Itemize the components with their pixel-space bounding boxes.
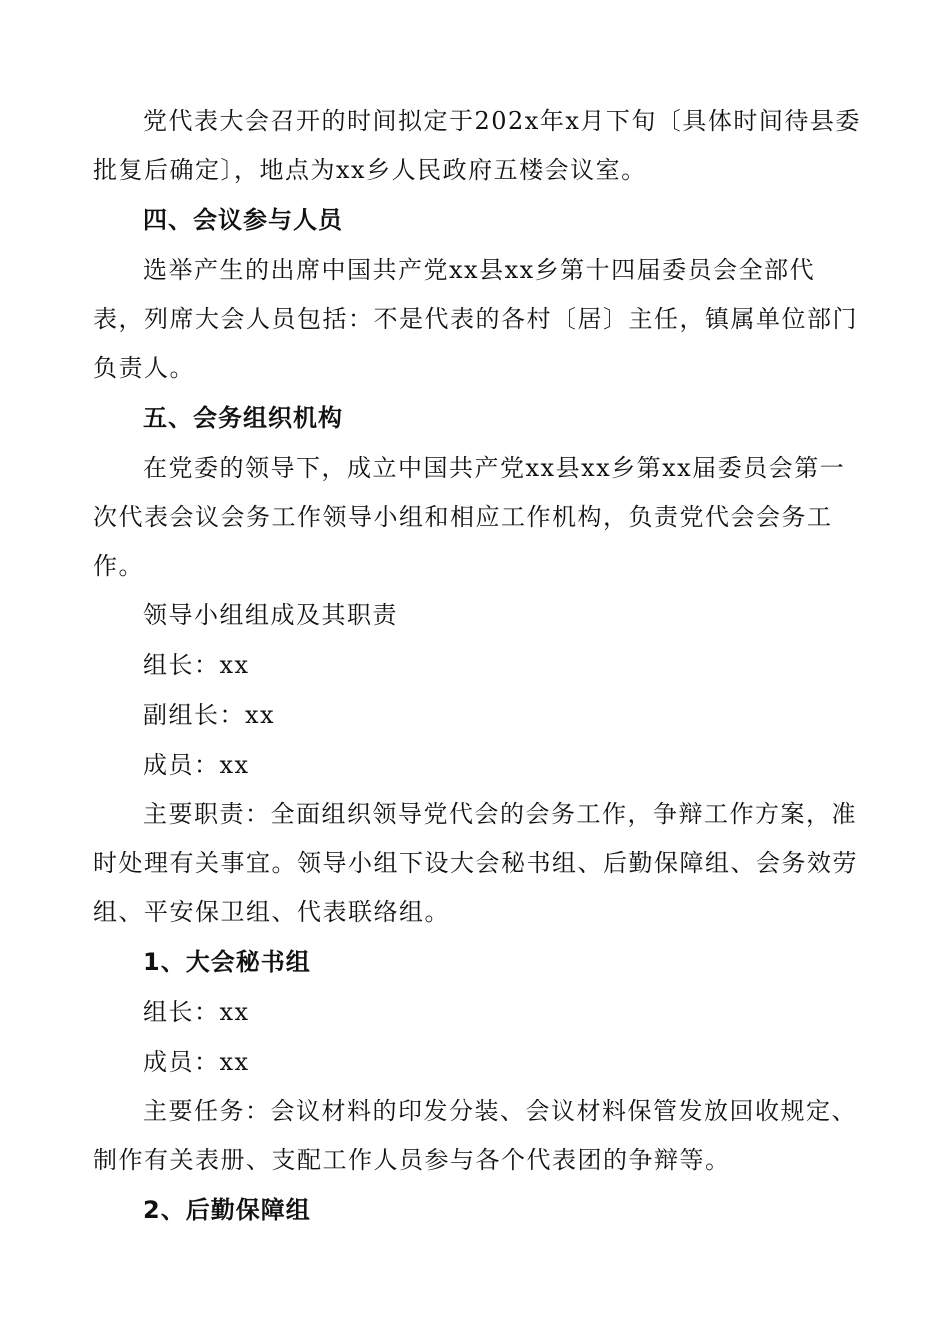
members-line: 成员：xx bbox=[143, 751, 250, 779]
group-leader-line: 组长：xx bbox=[143, 651, 250, 679]
paragraph-meeting-time: 党代表大会召开的时间拟定于202x年x月下旬〔具体时间待县委批复后确定〕，地点为xx乡人民政府五楼会议室。 bbox=[93, 107, 861, 184]
paragraph-participants: 选举产生的出席中国共产党xx县xx乡第十四届委员会全部代表，列席大会人员包括：不是代表的各村〔居〕主任，镇属单位部门负责人。 bbox=[93, 256, 858, 382]
paragraph-organization: 在党委的领导下，成立中国共产党xx县xx乡第xx届委员会第一次代表会议会务工作领导小组和相应工作机构，负责党代会会务工作。 bbox=[93, 454, 846, 580]
subheading-logistics: 2、后勤保障组 bbox=[143, 1196, 311, 1224]
deputy-leader-line: 副组长：xx bbox=[143, 701, 276, 729]
section-heading-organization: 五、会务组织机构 bbox=[143, 404, 343, 432]
subheading-secretariat: 1、大会秘书组 bbox=[143, 948, 311, 976]
section-heading-participants: 四、会议参与人员 bbox=[143, 206, 343, 234]
secretariat-leader-line: 组长：xx bbox=[143, 998, 250, 1026]
paragraph-main-duties: 主要职责：全面组织领导党代会的会务工作，争辩工作方案，准时处理有关事宜。领导小组下设大会秘书组、后勤保障组、会务效劳组、平安保卫组、代表联络组。 bbox=[93, 800, 858, 926]
leading-group-title: 领导小组组成及其职责 bbox=[143, 601, 398, 629]
secretariat-members-line: 成员：xx bbox=[143, 1048, 250, 1076]
paragraph-secretariat-tasks: 主要任务：会议材料的印发分装、会议材料保管发放回收规定、制作有关表册、支配工作人员参与各个代表团的争辩等。 bbox=[93, 1097, 857, 1174]
